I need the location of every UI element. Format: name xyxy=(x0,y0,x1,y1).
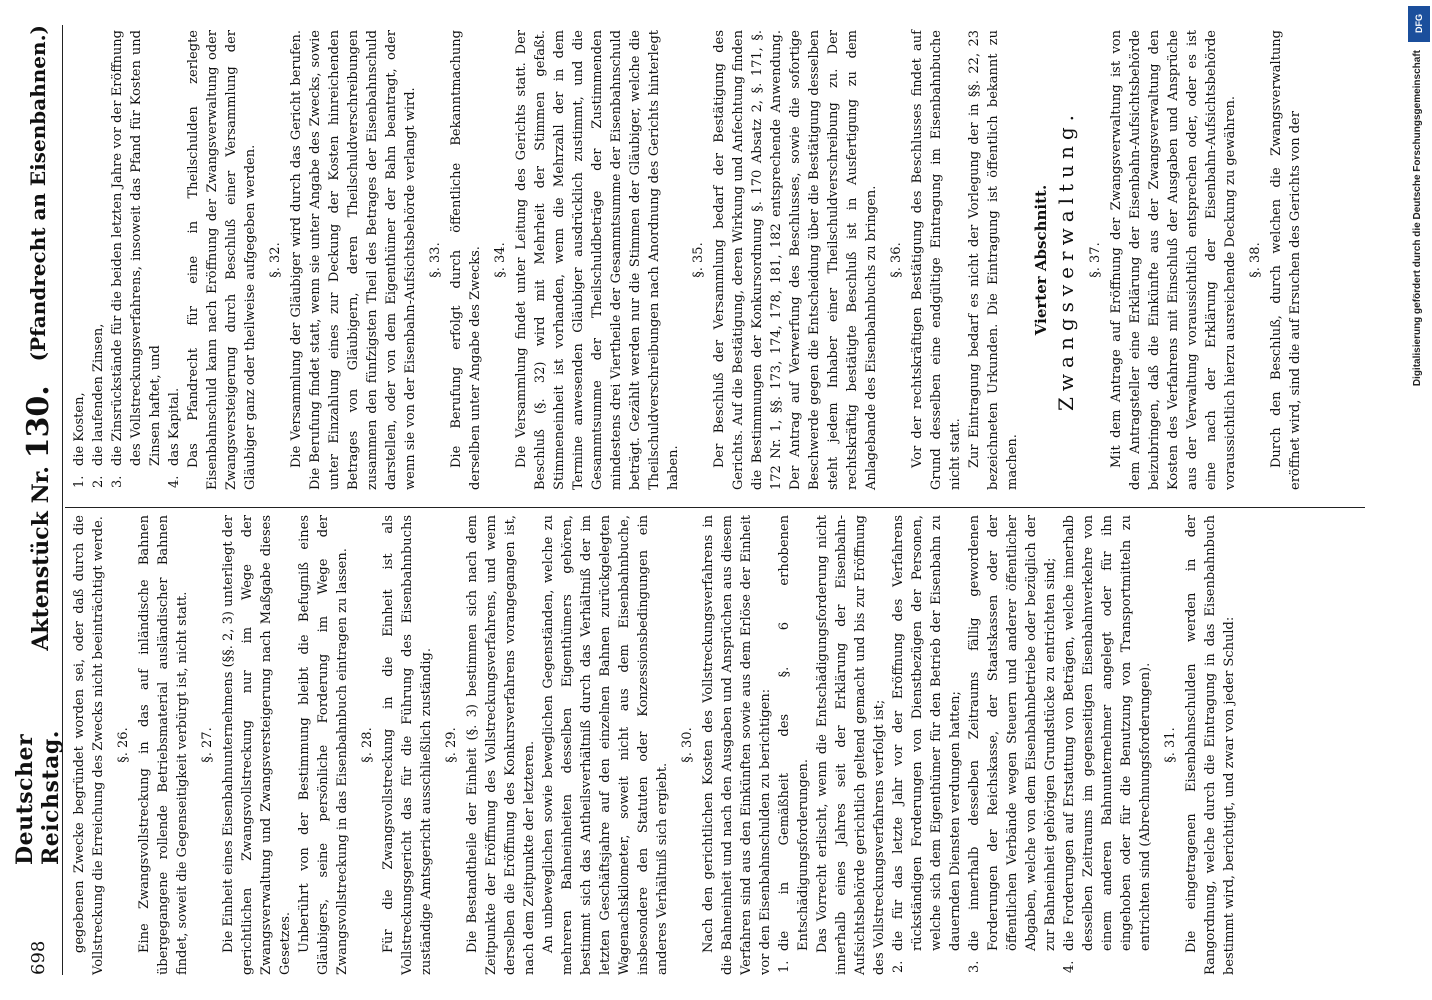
document-number-value: 130. xyxy=(20,385,56,459)
list-item-number: 4. xyxy=(167,475,182,488)
paragraph: Das Vorrecht erlischt, wenn die Entschädigungsforderung nicht innerhalb eines Jahres seit der Erklärung der Eisenbahn-Aufsichtsbehörde gerichtlich geltend gemacht und bis zur Eröffnung des Vollstreckungsverfahrens verfolgt ist; xyxy=(815,515,887,975)
section-number: §. 29. xyxy=(444,727,459,763)
header-rule xyxy=(62,25,63,975)
list-item-text: die laufenden Zinsen, xyxy=(91,323,106,466)
list-item xyxy=(1060,515,1155,975)
paragraph: Der Beschluß der Versammlung bedarf der Bestätigung des Gerichts. Auf die Bestätigung, deren Wirkung und Anfechtung finden die Bestimmungen der Konkursordnung §. 170 Absatz 2, §. 171, §. 172 Nr. 1, §§. 173, 174, 178, 181, 182 entsprechende Anwendung. Der Antrag auf Verwerfung des Beschlusses, sowie die sofortige Beschwerde gegen die Entscheidung über die Bestätigung desselben steht jedem Inhaber einer Theilschuldverschreibung zu. Der rechtskräftig bestätigte Beschluß ist in Ausfertigung zu dem Anlagebande des Eisenbahnbuchs zu bringen. xyxy=(712,30,879,490)
chapter-title: Zwangsverwaltung. xyxy=(1054,109,1078,411)
list-item xyxy=(889,515,965,975)
paragraph: Mit dem Antrage auf Eröffnung der Zwangsverwaltung ist von dem Antragsteller eine Erklärung der Eisenbahn-Aufsichtsbehörde beizubringen, daß die Einkünfte aus der Zwangsverwaltung den Kosten des Verfahrens mit Einschluß der Ausgaben und Ansprüche aus der Verwaltung voraussichtlich entsprechen oder, oder es ist eine nach der Erklärung der Eisenbahn-Aufsichtsbehörde voraussichtlich hierzu ausreichende Deckung zu gewähren. xyxy=(1109,30,1238,490)
paragraph: Zur Eintragung bedarf es nicht der Vorlegung der in §§. 22, 23 bezeichneten Urkunden. Die Eintragung ist öffentlich bekannt zu machen. xyxy=(967,30,1020,490)
list-item-text: die Forderungen auf Erstattung von Beträgen, welche innerhalb desselben Zeitraums im gegenseitigen Eisenbahnverkehre von einem anderen Bahnunternehmer angelegt oder für ihn eingehoben oder für die Benutzung von Transportmitteln zu entrichten sind (Abrechnungsforderungen). xyxy=(1062,515,1153,951)
document-number-label: Aktenstück Nr. xyxy=(27,466,54,651)
paragraph: gegebenen Zwecke begründet worden sei, oder daß durch die Vollstreckung die Erreichung des Zwecks nicht beeinträchtigt werde. xyxy=(72,515,106,975)
paragraph: Nach den gerichtlichen Kosten des Vollstreckungsverfahrens in die Bahneinheit und nach den Ausgaben und Ansprüchen aus diesem Verfahren sind aus den Einkünften sowie aus dem Erlöse der Einheit vor den Eisenbahnschulden zu berichtigen: xyxy=(701,515,773,975)
section-number: §. 32. xyxy=(268,242,283,278)
list-item-text: die Kosten, xyxy=(72,392,87,466)
paragraph: Die Einheit eines Eisenbahnunternehmens (§§. 2, 3) unterliegt der gerichtlichen Zwangsvollstreckung nur im Wege der Zwangsverwaltung und Zwangsversteigerung nach Maßgabe dieses Gesetzes. xyxy=(221,515,293,975)
list-item xyxy=(89,30,108,490)
chapter-heading: Vierter Abschnitt. xyxy=(1032,184,1050,336)
section-number: §. 36. xyxy=(889,242,904,278)
right-column xyxy=(70,30,1370,490)
list-item-number: 1. xyxy=(777,960,792,973)
list-item-text: die innerhalb desselben Zeitraums fällig gewordenen Forderungen der Reichskasse, der Staatskassen oder der öffentlichen Verbände wegen Steuern und anderer öffentlicher Abgaben, welche von dem Eisenbahnbetriebe oder bezüglich der zur Bahneinheit gehörigen Grundstücke zu entrichten sind; xyxy=(967,515,1058,951)
paragraph: Eine Zwangsvollstreckung in das auf inländische Bahnen übergegangene rollende Betriebsmaterial ausländischer Bahnen findet, soweit die Gegenseitigkeit verbürgt ist, nicht statt. xyxy=(137,515,190,975)
list-item-text: die in Gemäßheit des §. 6 erhobenen Entschädigungsforderungen. xyxy=(777,515,811,951)
section-number: §. 37. xyxy=(1088,242,1103,278)
list-item xyxy=(165,30,184,490)
paragraph: Vor der rechtskräftigen Bestätigung des Beschlusses findet auf Grund desselben eine endgültige Eintragung im Eisenbahnbuche nicht statt. xyxy=(910,30,963,490)
left-column xyxy=(70,515,1237,975)
section-number: §. 33. xyxy=(428,242,443,278)
page-number: 698 xyxy=(27,940,49,975)
digitization-note: Digitalisierung gefördert durch die Deutsche Forschungsgemeinschaft xyxy=(1412,50,1423,387)
paragraph: Die Berufung erfolgt durch öffentliche Bekanntmachung derselben unter Angabe des Zwecks. xyxy=(449,30,483,490)
section-number: §. 38. xyxy=(1248,242,1263,278)
list-item-number: 2. xyxy=(91,475,106,488)
list-item xyxy=(70,30,89,490)
section-number: §. 35. xyxy=(691,242,706,278)
list-item xyxy=(965,515,1060,975)
section-number: §. 27. xyxy=(200,727,215,763)
list-item-number: 2. xyxy=(891,960,906,973)
list-item-number: 3. xyxy=(967,960,982,973)
list-item-text: das Kapital. xyxy=(167,387,182,466)
list-item-number: 1. xyxy=(72,475,87,488)
paragraph: Für die Zwangsvollstreckung in die Einheit ist als Vollstreckungsgericht das für die Führung des Eisenbahnbuchs zuständige Amtsgericht ausschließlich zuständig. xyxy=(381,515,434,975)
list-item xyxy=(775,515,813,975)
document-number xyxy=(21,385,56,660)
list-item-text: die Zinsrückstände für die beiden letzten Jahre vor der Eröffnung des Vollstreckungsverfahrens, insoweit das Pfand für Kosten und Zinsen haftet, und xyxy=(110,30,163,466)
section-number: §. 28. xyxy=(360,727,375,763)
section-number: §. 34. xyxy=(493,242,508,278)
paragraph: Die Bestandtheile der Einheit (§. 3) bestimmen sich nach dem Zeitpunkte der Eröffnung des Vollstreckungsverfahrens, und wenn derselben die Eröffnung des Konkursverfahrens vorangegangen ist, nach dem Zeitpunkte der letzteren. xyxy=(465,515,537,975)
dfg-logo: DFG xyxy=(1408,6,1430,42)
list-item-text: die für das letzte Jahr vor der Eröffnung des Verfahrens rückständigen Forderungen von Dienstbezügen der Personen, welche sich dem Eigenthümer für den Betrieb der Eisenbahn zu dauernden Diensten verdungen hatten; xyxy=(891,515,963,951)
list-item xyxy=(108,30,165,490)
digitization-badge xyxy=(1408,6,1430,986)
column-divider xyxy=(65,507,1365,508)
list-item-number: 4. xyxy=(1062,960,1077,973)
rotated-page-content xyxy=(0,5,1400,995)
paragraph: An unbeweglichen sowie beweglichen Gegenständen, welche zu mehreren Bahneinheiten desselben Eigenthümers gehören, bestimmt sich das Antheilsverhältniß durch das Verhältniß der im letzten Geschäftsjahre auf den einzelnen Bahnen zurückgelegten Wagenachskilometer, soweit nicht aus dem Eisenbahnbuche, insbesondere den Statuten oder Konzessionsbedingungen ein anderes Verhältniß sich ergiebt. xyxy=(541,515,670,975)
paragraph: Die eingetragenen Eisenbahnschulden werden in der Rangordnung, welche durch die Eintragung in das Eisenbahnbuch bestimmt wird, berichtigt, und zwar von jeder Schuld: xyxy=(1184,515,1237,975)
list-item-number: 3. xyxy=(110,475,125,488)
paragraph: Unberührt von der Bestimmung bleibt die Befugniß eines Gläubigers, seine persönliche Forderung im Wege der Zwangsvollstreckung in das Eisenbahnbuch eintragen zu lassen. xyxy=(297,515,350,975)
section-number: §. 31. xyxy=(1163,727,1178,763)
page-subtitle: (Pfandrecht an Eisenbahnen.) xyxy=(26,25,50,362)
paragraph: Das Pfandrecht für eine in Theilschulden zerlegte Eisenbahnschuld kann nach Eröffnung der Zwangsverwaltung oder Zwangsversteigerung durch Beschluß einer Versammlung der Gläubiger ganz oder theilweise aufgegeben werden. xyxy=(186,30,258,490)
page-header xyxy=(12,25,64,975)
section-number: §. 26. xyxy=(116,727,131,763)
paragraph: Durch den Beschluß, durch welchen die Zwangsverwaltung eröffnet wird, sind die auf Ersuchen des Gerichts von der xyxy=(1269,30,1303,490)
page-title: Deutscher Reichstag. xyxy=(12,730,64,865)
paragraph: Die Versammlung findet unter Leitung des Gerichts statt. Der Beschluß (§. 32) wird mit Mehrheit der Stimmen gefaßt. Stimmeneinheit ist vorhanden, wenn die Mehrzahl der in dem Termine anwesenden Gläubiger ausdrücklich zustimmt, und die Gesammtsumme der Theilschuldbeträge der Zustimmenden mindestens drei Viertheile der Gesammtsumme der Eisenbahnschuld beträgt. Gezählt werden nur die Stimmen der Gläubiger, welche die Theilschuldverschreibungen nach Anordnung des Gerichts hinterlegt haben. xyxy=(514,30,681,490)
section-number: §. 30. xyxy=(680,727,695,763)
paragraph: Die Versammlung der Gläubiger wird durch das Gericht berufen. Die Berufung findet statt, wenn sie unter Angabe des Zwecks, sowie unter Einzahlung eines zur Deckung der Kosten hinreichenden Betrages von Gläubigern, deren Theilschuldverschreibungen zusammen den fünfzigsten Theil des Betrages der Eisenbahnschuld darstellen, oder von dem Eigenthümer der Bahn beantragt, oder wenn sie von der Eisenbahn-Aufsichtsbehörde verlangt wird. xyxy=(289,30,418,490)
